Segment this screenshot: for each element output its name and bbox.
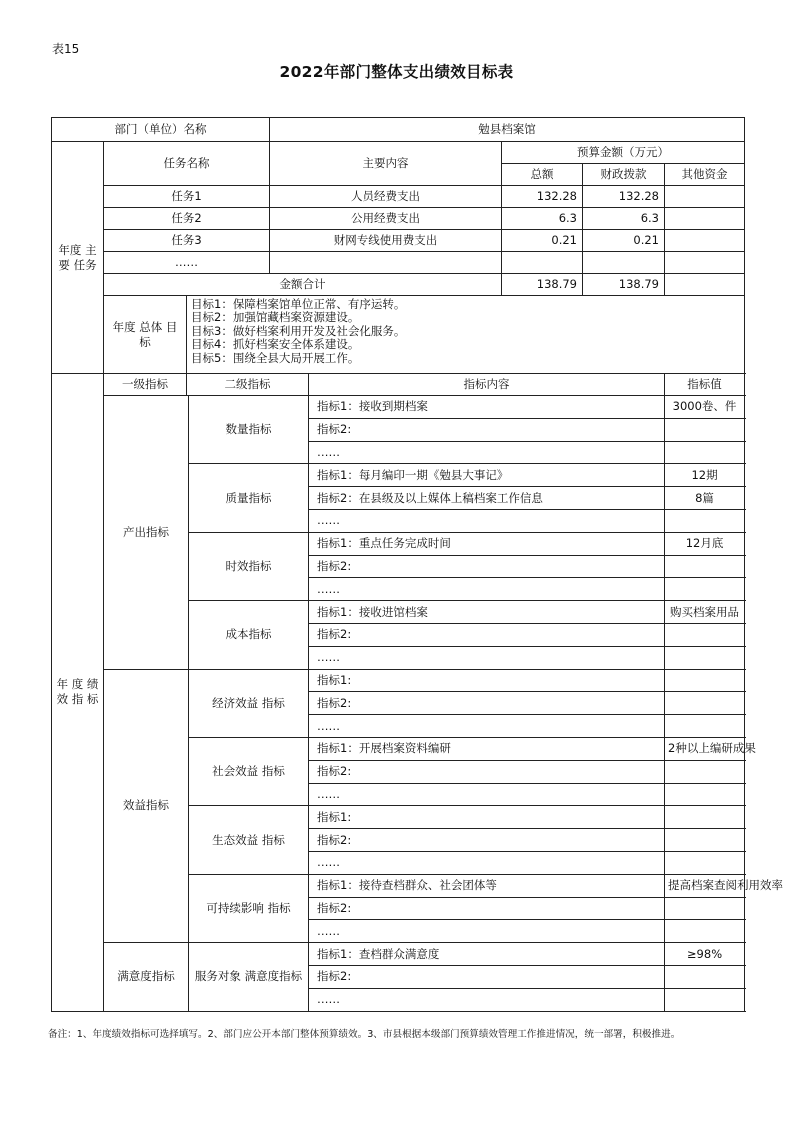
perf-header-row: [52, 374, 745, 396]
indicator-value: 提高档案查阅利用效率: [665, 874, 745, 897]
task-header-row: [52, 142, 745, 164]
indicator-value: [665, 920, 745, 943]
dept-label: 部门（单位）名称: [52, 118, 270, 142]
level2-indicator: 时效指标: [189, 532, 309, 600]
task-fiscal: 6.3: [583, 208, 665, 230]
indicator-value: [665, 646, 745, 669]
task-row: [52, 252, 745, 274]
task-name-header: 任务名称: [104, 142, 270, 186]
indicator-content: 指标1：接待查档群众、社会团体等: [309, 874, 665, 897]
indicator-content: 指标1：接收到期档案: [309, 396, 665, 419]
content-header: 指标内容: [309, 374, 665, 396]
goals-list: [187, 296, 745, 374]
indicator-content: 指标1:: [309, 669, 665, 692]
annual-goals-label: 年度 总体 目标: [104, 296, 187, 374]
indicator-content: 指标2:: [309, 418, 665, 441]
indicator-content: 指标2:: [309, 692, 665, 715]
table-number-label: 表15: [52, 42, 80, 56]
task-name: 任务3: [104, 230, 270, 252]
indicator-content: 指标1：接收进馆档案: [309, 601, 665, 624]
task-fiscal: [583, 252, 665, 274]
goal-item: 目标5：围绕全县大局开展工作。: [191, 350, 360, 365]
total-header: 总额: [502, 164, 583, 186]
indicator-row: [52, 669, 745, 692]
budget-amount-header: 预算金额（万元）: [502, 142, 745, 164]
sum-fiscal: 138.79: [583, 274, 665, 296]
level2-indicator: 社会效益 指标: [189, 737, 309, 805]
indicator-content: ……: [309, 646, 665, 669]
indicator-content: 指标1:: [309, 806, 665, 829]
indicator-content: 指标2:: [309, 897, 665, 920]
indicator-value: [665, 555, 745, 578]
indicator-value: 12月底: [665, 532, 745, 555]
indicator-value: [665, 578, 745, 601]
fiscal-header: 财政拨款: [583, 164, 665, 186]
task-fiscal: 132.28: [583, 186, 665, 208]
task-name: 任务1: [104, 186, 270, 208]
indicator-value: [665, 965, 745, 988]
performance-target-table: [51, 117, 783, 1012]
indicator-row: [52, 396, 745, 419]
indicator-value: [665, 851, 745, 874]
level1-indicator: 满意度指标: [104, 943, 189, 1011]
sum-other: [665, 274, 745, 296]
task-other: [665, 252, 745, 274]
indicator-value: [665, 509, 745, 532]
indicator-content: 指标1：重点任务完成时间: [309, 532, 665, 555]
goal-item: 目标4：抓好档案安全体系建设。: [191, 337, 360, 352]
task-fiscal: 0.21: [583, 230, 665, 252]
sum-total: 138.79: [502, 274, 583, 296]
annual-tasks-label: 年度 主要 任务: [52, 142, 104, 374]
task-sum-row: [52, 274, 745, 296]
task-content: [270, 252, 502, 274]
task-content: 人员经费支出: [270, 186, 502, 208]
indicator-value: 2种以上编研成果: [665, 737, 745, 760]
level2-indicator: 数量指标: [189, 396, 309, 464]
goal-item: 目标3：做好档案利用开发及社会化服务。: [191, 323, 406, 338]
level2-indicator: 成本指标: [189, 601, 309, 669]
task-total: 6.3: [502, 208, 583, 230]
value-header: 指标值: [665, 374, 745, 396]
indicator-value: ≥98%: [665, 943, 745, 966]
level1-header: 一级指标: [104, 374, 187, 396]
level1-indicator: 效益指标: [104, 669, 189, 943]
dept-row: [52, 118, 745, 142]
level2-indicator: 质量指标: [189, 464, 309, 532]
sum-label: 金额合计: [104, 274, 502, 296]
dept-name: 勉县档案馆: [270, 118, 745, 142]
goal-item: 目标2：加强馆藏档案资源建设。: [191, 310, 360, 325]
other-funds-header: 其他资金: [665, 164, 745, 186]
indicator-content: ……: [309, 578, 665, 601]
goals-row: [52, 296, 745, 374]
indicator-content: ……: [309, 715, 665, 738]
task-content: 公用经费支出: [270, 208, 502, 230]
indicator-content: ……: [309, 851, 665, 874]
indicator-content: ……: [309, 509, 665, 532]
indicator-content: 指标2:: [309, 829, 665, 852]
task-row: [52, 186, 745, 208]
task-total: 132.28: [502, 186, 583, 208]
indicator-content: 指标1：查档群众满意度: [309, 943, 665, 966]
indicator-value: [665, 715, 745, 738]
indicator-content: ……: [309, 920, 665, 943]
indicator-value: 购买档案用品: [665, 601, 745, 624]
task-other: [665, 230, 745, 252]
indicator-value: [665, 669, 745, 692]
task-total: 0.21: [502, 230, 583, 252]
indicator-value: 8篇: [665, 487, 745, 510]
level2-indicator: 服务对象 满意度指标: [189, 943, 309, 1011]
indicator-content: 指标2:: [309, 760, 665, 783]
indicator-content: ……: [309, 441, 665, 464]
page-title: 2022年部门整体支出绩效目标表: [279, 63, 514, 81]
task-name: ……: [104, 252, 270, 274]
indicator-value: [665, 897, 745, 920]
task-total: [502, 252, 583, 274]
level1-indicator: 产出指标: [104, 396, 189, 670]
footnote: 备注：1、年度绩效指标可选择填写。2、部门应公开本部门整体预算绩效。3、市县根据本级部门预算绩效管理工作推进情况，统一部署，积极推进。: [48, 1029, 681, 1040]
indicator-value: [665, 783, 745, 806]
indicator-content: 指标2:: [309, 623, 665, 646]
task-row: [52, 230, 745, 252]
indicator-value: [665, 760, 745, 783]
indicator-value: 12期: [665, 464, 745, 487]
indicator-value: [665, 988, 745, 1011]
task-name: 任务2: [104, 208, 270, 230]
indicator-content: ……: [309, 988, 665, 1011]
task-other: [665, 186, 745, 208]
indicator-content: 指标2:: [309, 965, 665, 988]
indicator-value: [665, 806, 745, 829]
indicator-content: 指标2：在县级及以上媒体上稿档案工作信息: [309, 487, 665, 510]
indicator-value: [665, 441, 745, 464]
indicator-value: [665, 418, 745, 441]
task-content: 财网专线使用费支出: [270, 230, 502, 252]
indicator-value: [665, 829, 745, 852]
annual-perf-label: 年 度 绩 效 指 标: [52, 374, 104, 1012]
indicator-content: 指标1：开展档案资料编研: [309, 737, 665, 760]
level2-indicator: 可持续影响 指标: [189, 874, 309, 942]
indicator-value: [665, 623, 745, 646]
indicator-content: ……: [309, 783, 665, 806]
level2-header: 二级指标: [187, 374, 309, 396]
task-row: [52, 208, 745, 230]
level2-indicator: 生态效益 指标: [189, 806, 309, 874]
main-content-header: 主要内容: [270, 142, 502, 186]
indicator-content: 指标2:: [309, 555, 665, 578]
indicator-value: [665, 692, 745, 715]
indicator-content: 指标1：每月编印一期《勉县大事记》: [309, 464, 665, 487]
indicator-row: [52, 943, 745, 966]
level2-indicator: 经济效益 指标: [189, 669, 309, 737]
indicator-value: 3000卷、件: [665, 396, 745, 419]
task-other: [665, 208, 745, 230]
goal-item: 目标1：保障档案馆单位正常、有序运转。: [191, 297, 406, 311]
